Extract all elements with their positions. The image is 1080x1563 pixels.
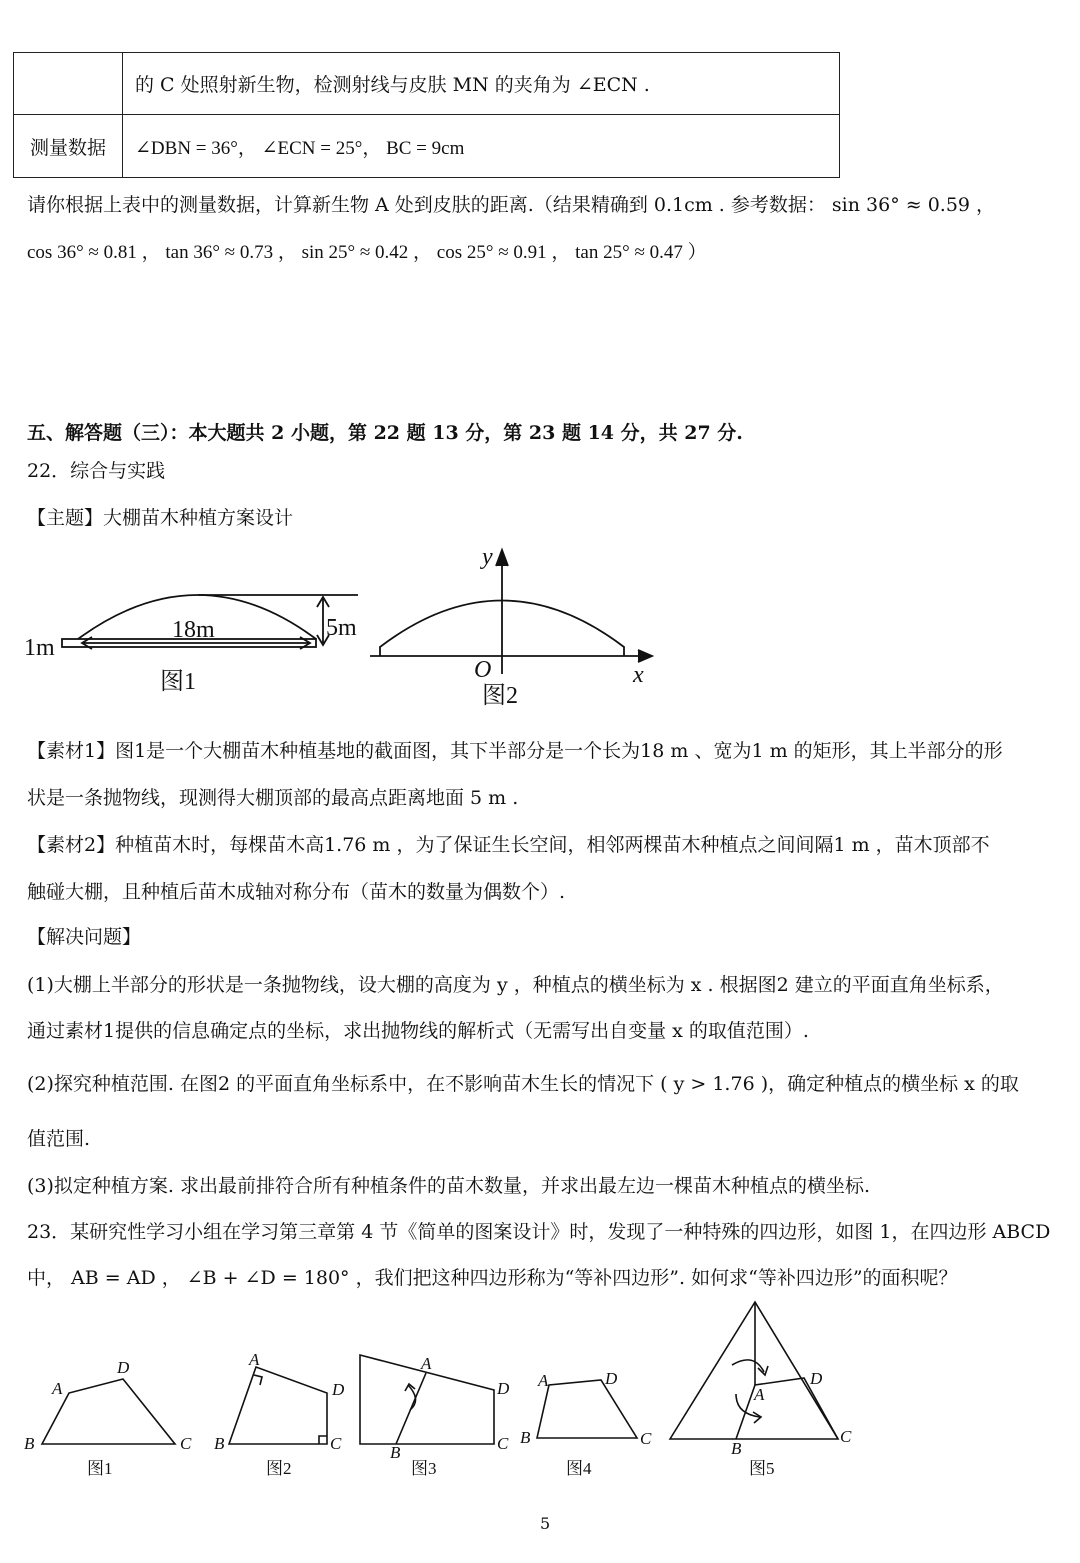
material-1-line: 【素材1】图1是一个大棚苗木种植基地的截面图，其下半部分是一个长为18 m 、宽为1 m 的矩形，其上半部分的形 [27, 740, 1003, 762]
label-c: C [640, 1429, 652, 1448]
label-b: B [24, 1434, 35, 1453]
label-a: A [249, 1350, 260, 1369]
solve-heading: 【解决问题】 [27, 926, 142, 948]
table-row [14, 115, 840, 178]
label-b: B [390, 1443, 401, 1462]
quadrilateral-fig4 [537, 1380, 637, 1438]
inner-quadrilateral-fig5 [736, 1378, 838, 1439]
q23-figures [20, 1296, 870, 1486]
q22-theme: 【主题】大棚苗木种植方案设计 [27, 507, 294, 529]
table-cell-text: 的 C 处照射新生物，检测射线与皮肤 MN 的夹角为 ∠ECN . [123, 53, 840, 115]
right-angle-mark-a [254, 1375, 262, 1385]
y-axis-label: y [482, 544, 493, 570]
caption-fig5: 图5 [749, 1459, 775, 1478]
x-axis-arrow [638, 650, 652, 662]
label-d: D [497, 1379, 510, 1398]
quadrilateral-fig2 [229, 1367, 327, 1444]
right-angle-mark-c [319, 1436, 327, 1444]
x-axis-label: x [633, 662, 644, 688]
part-2-line: (2)探究种植范围. 在图2 的平面直角坐标系中，在不影响苗木生长的情况下 ( y > 1.76 )，确定种植点的横坐标 x 的取 [27, 1073, 1019, 1095]
q22-title: 22．综合与实践 [27, 460, 166, 482]
fig1-caption: 图1 [160, 669, 196, 695]
label-5m: 5m [326, 615, 357, 641]
table-cell-label [14, 53, 123, 115]
rotation-arrowhead-bottom-fig5 [753, 1412, 761, 1423]
caption-fig3: 图3 [411, 1459, 437, 1478]
measurement-table [13, 52, 840, 178]
y-axis-arrow [496, 550, 508, 566]
caption-fig2: 图2 [266, 1459, 292, 1478]
label-c: C [330, 1434, 342, 1453]
label-b: B [520, 1428, 531, 1447]
label-a: A [538, 1371, 549, 1390]
q23-text-line: 中， AB = AD ， ∠B + ∠D = 180° ，我们把这种四边形称为“等补四边形”. 如何求“等补四边形”的面积呢？ [27, 1267, 958, 1289]
figure-1-greenhouse [20, 583, 370, 698]
table-cell-label: 测量数据 [14, 115, 123, 178]
part-1-line: 通过素材1提供的信息确定点的坐标，求出抛物线的解析式（无需写出自变量 x 的取值范围）. [27, 1020, 809, 1042]
part-2-line: 值范围. [27, 1128, 91, 1150]
label-b: B [731, 1439, 742, 1458]
fig2-caption: 图2 [482, 683, 518, 709]
label-c: C [497, 1434, 509, 1453]
label-c: C [840, 1427, 852, 1446]
q21-text-line: cos 36° ≈ 0.81 ， tan 36° ≈ 0.73 ， sin 25° ≈ 0.42 ， cos 25° ≈ 0.91 ， tan 25° ≈ 0.47 ） [27, 242, 707, 263]
page-number: 5 [540, 1514, 551, 1533]
label-d: D [810, 1369, 823, 1388]
part-3-line: (3)拟定种植方案. 求出最前排符合所有种植条件的苗木数量，并求出最左边一棵苗木种植点的横坐标. [27, 1175, 871, 1197]
caption-fig4: 图4 [566, 1459, 592, 1478]
part-1-line: (1)大棚上半部分的形状是一条抛物线，设大棚的高度为 y ，种植点的横坐标为 x . 根据图2 建立的平面直角坐标系， [27, 974, 1004, 996]
section-heading: 五、解答题（三）：本大题共 2 小题，第 22 题 13 分，第 23 题 14 分，共 27 分. [27, 422, 743, 444]
label-18m: 18m [172, 617, 215, 643]
table-cell-text: ∠DBN = 36°， ∠ECN = 25°， BC = 9cm [123, 115, 840, 178]
label-a: A [52, 1379, 63, 1398]
label-a: A [421, 1354, 432, 1373]
label-d: D [117, 1358, 130, 1377]
origin-label: O [474, 657, 492, 683]
material-2-line: 触碰大棚，且种植后苗木成轴对称分布（苗木的数量为偶数个）. [27, 881, 566, 903]
label-b: B [214, 1434, 225, 1453]
q21-text-line: 请你根据上表中的测量数据，计算新生物 A 处到皮肤的距离.（结果精确到 0.1cm . 参考数据： sin 36° ≈ 0.59 ， [27, 194, 996, 216]
label-d: D [605, 1369, 618, 1388]
label-a: A [754, 1385, 765, 1404]
label-c: C [180, 1434, 192, 1453]
label-1m: 1m [24, 635, 55, 661]
label-d: D [332, 1380, 345, 1399]
material-1-line: 状是一条抛物线，现测得大棚顶部的最高点距离地面 5 m . [27, 787, 519, 809]
q23-text-line: 23．某研究性学习小组在学习第三章第 4 节《简单的图案设计》时，发现了一种特殊的四边形，如图 1，在四边形 ABCD [27, 1221, 1051, 1243]
figure-2-coordinate [370, 540, 670, 710]
caption-fig1: 图1 [87, 1459, 113, 1478]
material-2-line: 【素材2】种植苗木时，每棵苗木高1.76 m ，为了保证生长空间，相邻两棵苗木种植点之间间隔1 m ，苗木顶部不 [27, 834, 990, 856]
table-row [14, 53, 840, 115]
